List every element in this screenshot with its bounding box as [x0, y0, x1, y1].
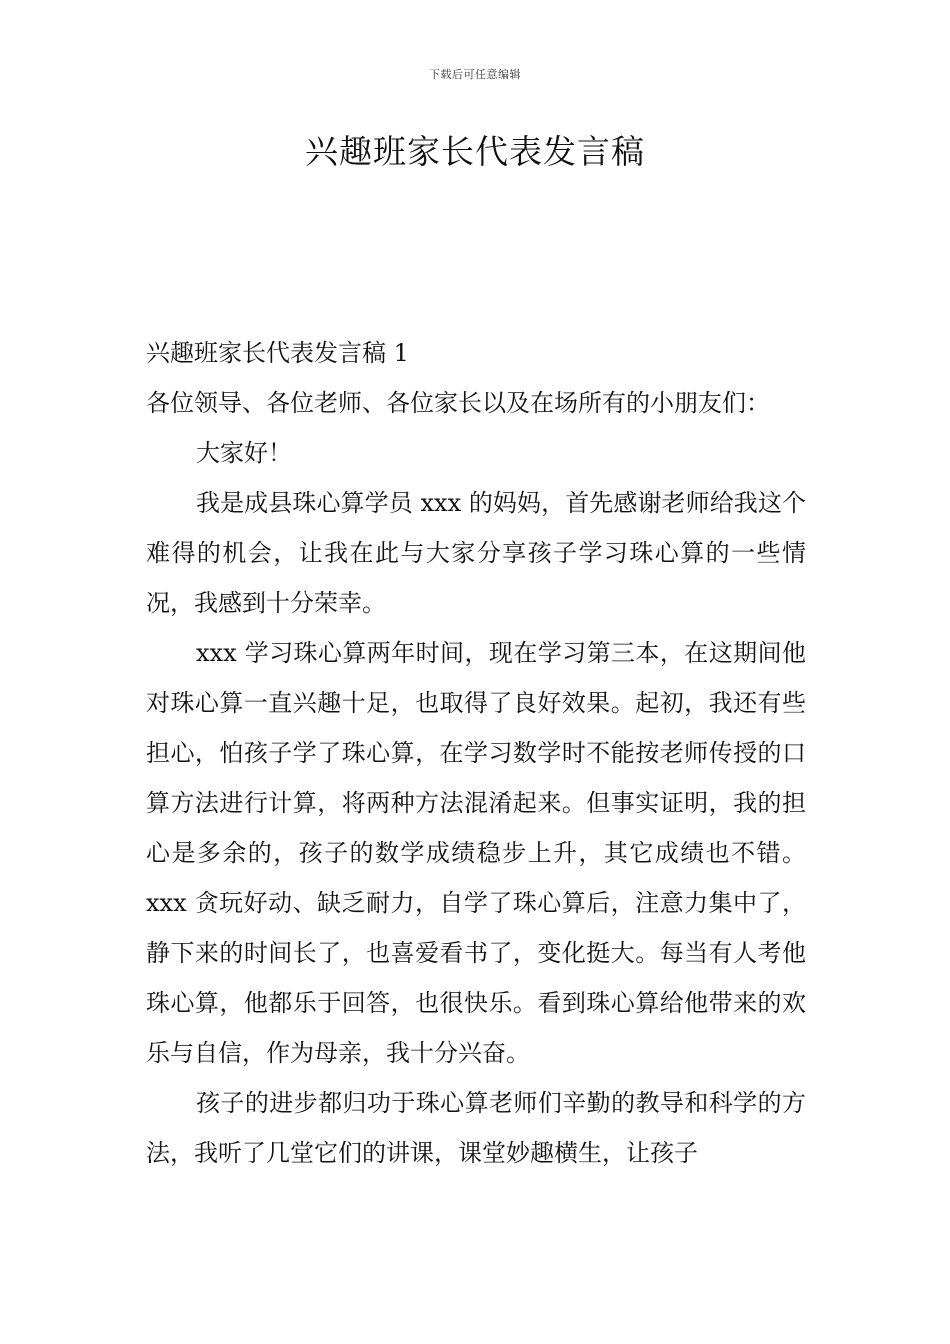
salutation: 各位领导、各位老师、各位家长以及在场所有的小朋友们： [146, 389, 770, 417]
paragraph-introduction: 我是成县珠心算学员 xxx 的妈妈，首先感谢老师给我这个难得的机会，让我在此与大家分享孩子学习珠心算的一些情况，我感到十分荣幸。 [146, 489, 806, 617]
document-body [146, 328, 806, 1178]
paragraph-greeting: 大家好！ [196, 439, 292, 467]
header-note: 下载后可任意编辑 [429, 68, 521, 81]
paragraph-learning-experience: xxx 学习珠心算两年时间，现在学习第三本，在这期间他对珠心算一直兴趣十足，也取得了良好效果。起初，我还有些担心，怕孩子学了珠心算，在学习数学时不能按老师传授的口算方法进行计算，将两种方法混淆起来。但事实证明，我的担心是多余的，孩子的数学成绩稳步上升，其它成绩也不错。xxx 贪玩好动、缺乏耐力，自学了珠心算后，注意力集中了，静下来的时间长了，也喜爱看书了，变化挺大。每当有人考他珠心算，他都乐于回答，也很快乐。看到珠心算给他带来的欢乐与自信，作为母亲，我十分兴奋。 [146, 639, 806, 1067]
section-heading: 兴趣班家长代表发言稿 1 [146, 339, 409, 367]
document-title: 兴趣班家长代表发言稿 [305, 132, 645, 171]
paragraph-teacher-thanks: 孩子的进步都归功于珠心算老师们辛勤的教导和科学的方法，我听了几堂它们的讲课，课堂妙趣横生，让孩子 [146, 1089, 806, 1167]
